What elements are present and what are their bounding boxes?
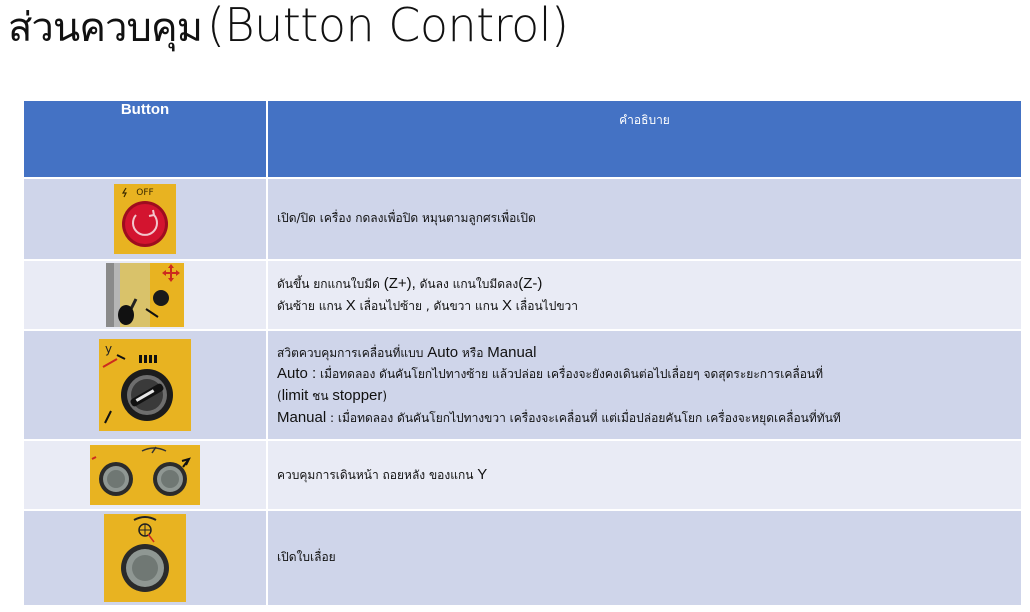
page-title-english: (Button Control) bbox=[207, 0, 569, 52]
description-cell bbox=[267, 330, 1022, 440]
emergency-stop-icon bbox=[114, 184, 176, 254]
page-title-thai: ส่วนควบคุม bbox=[8, 5, 202, 51]
description-line: Auto : เมื่อทดลอง ดันคันโยกไปทางซ้าย แล้วปล่อย เครื่องจะยังคงเดินต่อไปเลื่อยๆ จดสุดระยะการเคลื่อนที่ bbox=[277, 365, 824, 383]
saw-start-button-icon bbox=[104, 514, 186, 602]
description-cell bbox=[267, 260, 1022, 330]
stop-off-label: OFF bbox=[136, 188, 154, 198]
button-image-cell bbox=[23, 330, 267, 440]
button-image-cell bbox=[23, 178, 267, 260]
description-cell bbox=[267, 510, 1022, 606]
column-header-button: Button bbox=[23, 100, 267, 178]
mode-selector-icon bbox=[99, 339, 191, 431]
page-title bbox=[8, 0, 569, 52]
button-image-cell bbox=[23, 440, 267, 510]
description-cell bbox=[267, 440, 1022, 510]
description-cell bbox=[267, 178, 1022, 260]
table-row bbox=[23, 330, 1022, 440]
column-header-description: คำอธิบาย bbox=[267, 100, 1022, 178]
description-line: ดันขึ้น ยกแกนใบมีด (Z+), ดันลง แกนใบมีดลง(Z-) bbox=[277, 275, 543, 293]
button-image-cell bbox=[23, 260, 267, 330]
description-line: Manual : เมื่อทดลอง ดันคันโยกไปทางขวา เครื่องจะเคลื่อนที่ แต่เมื่อปล่อยคันโยก เครื่องจะหยุดเคลื่อนที่ทันที bbox=[277, 408, 841, 426]
table-row bbox=[23, 260, 1022, 330]
joystick-icon bbox=[106, 263, 184, 327]
axis-y-label: y bbox=[105, 342, 113, 356]
button-image-cell bbox=[23, 510, 267, 606]
table-row bbox=[23, 440, 1022, 510]
forward-backward-buttons-icon bbox=[90, 445, 200, 505]
description-line: (limit ชน stopper) bbox=[277, 387, 388, 404]
description-line: สวิตควบคุมการเคลื่อนที่แบบ Auto หรือ Manual bbox=[277, 343, 537, 361]
button-control-table bbox=[22, 99, 1023, 607]
table-row bbox=[23, 178, 1022, 260]
description-line: ควบคุมการเดินหน้า ถอยหลัง ของแกน Y bbox=[277, 466, 488, 484]
table-row bbox=[23, 510, 1022, 606]
description-line: ดันซ้าย แกน X เลื่อนไปซ้าย , ดันขวา แกน X เลื่อนไปขวา bbox=[277, 297, 578, 314]
table-header-row bbox=[23, 100, 1022, 178]
description-line: เปิด/ปิด เครื่อง กดลงเพื่อปิด หมุนตามลูกศรเพื่อเปิด bbox=[277, 211, 536, 226]
description-line: เปิดใบเลื่อย bbox=[277, 550, 336, 565]
